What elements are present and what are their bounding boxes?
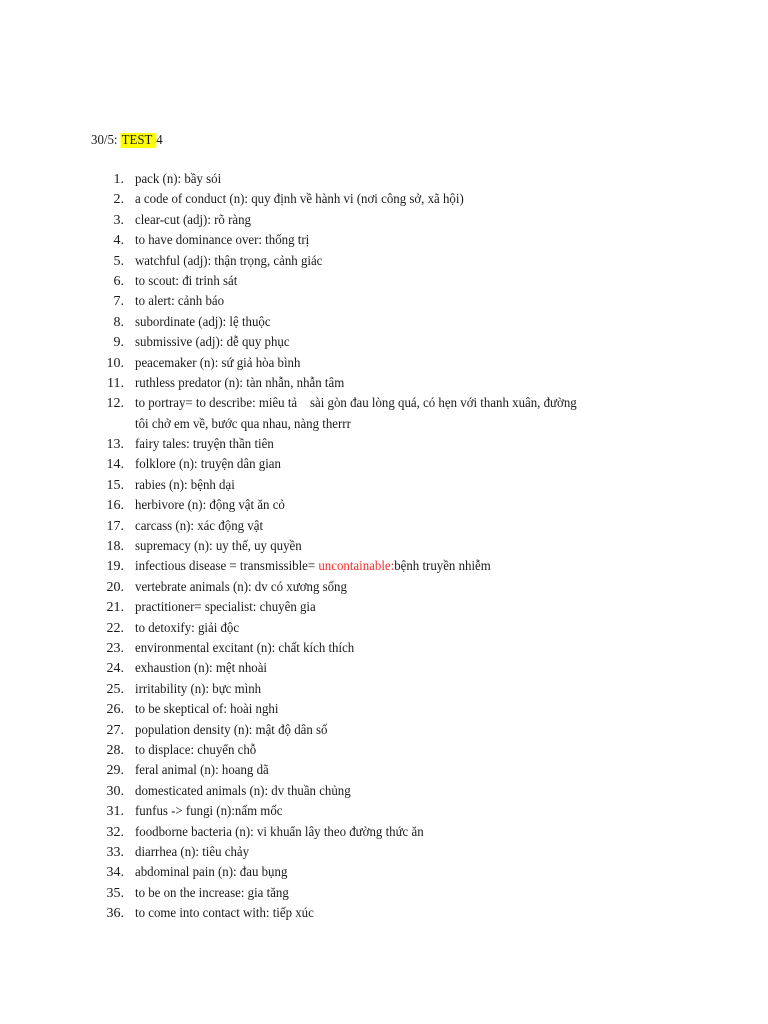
list-item xyxy=(91,884,615,904)
item-text: rabies (n): bệnh dại xyxy=(135,477,235,493)
item-text: to displace: chuyển chỗ xyxy=(135,742,257,758)
item-number: 29. xyxy=(106,763,124,779)
heading-test-label: TEST xyxy=(121,133,156,148)
item-text-block xyxy=(135,394,577,435)
item-number: 20. xyxy=(106,579,124,595)
list-item xyxy=(91,721,615,741)
item-text-block xyxy=(135,496,285,516)
item-text-block xyxy=(135,598,316,618)
item-number: 26. xyxy=(106,702,124,718)
list-item xyxy=(91,680,615,700)
item-text-block xyxy=(135,292,224,312)
item-text: to scout: đi trinh sát xyxy=(135,273,238,289)
list-item xyxy=(91,741,615,761)
list-item xyxy=(91,252,615,272)
item-text-block xyxy=(135,721,327,741)
vocabulary-list xyxy=(91,170,615,924)
item-number: 11. xyxy=(107,375,124,391)
item-number: 8. xyxy=(113,314,124,330)
item-number: 2. xyxy=(113,192,124,208)
item-text-block xyxy=(135,354,300,374)
list-item xyxy=(91,190,615,210)
item-text: feral animal (n): hoang dã xyxy=(135,763,269,779)
item-text-block xyxy=(135,700,278,720)
list-item xyxy=(91,659,615,679)
item-text-block xyxy=(135,659,267,679)
item-number: 16. xyxy=(106,498,124,514)
item-number: 5. xyxy=(113,253,124,269)
list-item xyxy=(91,537,615,557)
item-text: to have dominance over: thống trị xyxy=(135,233,310,249)
item-text-block xyxy=(135,537,302,557)
item-text: a code of conduct (n): quy định về hành vi (nơi công sở, xã hội) xyxy=(135,192,464,208)
list-item xyxy=(91,802,615,822)
item-number: 14. xyxy=(106,457,124,473)
item-number: 9. xyxy=(113,335,124,351)
item-text: exhaustion (n): mệt nhoài xyxy=(135,661,267,677)
item-number: 27. xyxy=(106,722,124,738)
item-text: funfus -> fungi (n):nấm mốc xyxy=(135,804,283,820)
item-text: to detoxify: giải độc xyxy=(135,620,240,636)
list-item xyxy=(91,761,615,781)
item-number: 36. xyxy=(106,906,124,922)
list-item xyxy=(91,496,615,516)
list-item xyxy=(91,863,615,883)
list-item xyxy=(91,639,615,659)
item-text-block xyxy=(135,435,274,455)
item-text-block xyxy=(135,782,351,802)
item-text: practitioner= specialist: chuyên gia xyxy=(135,600,316,616)
item-text-block xyxy=(135,252,322,272)
item-text-block xyxy=(135,863,287,883)
item-text-block xyxy=(135,476,235,496)
item-text: supremacy (n): uy thế, uy quyền xyxy=(135,539,302,555)
list-item xyxy=(91,333,615,353)
item-number: 10. xyxy=(106,355,124,371)
heading-test-number: 4 xyxy=(156,133,163,148)
item-text: peacemaker (n): sứ giả hòa bình xyxy=(135,355,301,371)
list-item xyxy=(91,455,615,475)
item-text: to portray= to describe: miêu tả xyxy=(135,396,298,412)
item-text: population density (n): mật độ dân số xyxy=(135,722,328,738)
test-heading xyxy=(91,131,163,151)
item-number: 7. xyxy=(113,294,124,310)
item-text-block xyxy=(135,211,251,231)
heading-date: 30/5: xyxy=(91,133,121,148)
item-number: 3. xyxy=(113,212,124,228)
list-item xyxy=(91,211,615,231)
item-text: watchful (adj): thận trọng, cảnh giác xyxy=(135,253,323,269)
item-number: 18. xyxy=(106,539,124,555)
item-note-continued: tôi chở em về, bước qua nhau, nàng therrr xyxy=(135,416,351,432)
item-number: 28. xyxy=(106,742,124,758)
item-text: irritability (n): bực mình xyxy=(135,681,262,697)
item-number: 15. xyxy=(106,477,124,493)
item-text-block xyxy=(135,802,282,822)
item-text: environmental excitant (n): chất kích thích xyxy=(135,641,355,656)
list-item xyxy=(91,598,615,618)
item-text: ruthless predator (n): tàn nhẫn, nhẫn tâm xyxy=(135,375,345,391)
item-number: 30. xyxy=(106,783,124,799)
item-number: 32. xyxy=(106,824,124,840)
item-number: 34. xyxy=(106,865,124,881)
item-text: fairy tales: truyện thần tiên xyxy=(135,437,274,453)
item-number: 12. xyxy=(106,396,124,412)
item-number: 24. xyxy=(106,661,124,677)
item-number: 23. xyxy=(106,641,124,656)
item-text-block xyxy=(135,170,221,190)
item-text: to come into contact with: tiếp xúc xyxy=(135,906,314,922)
list-item xyxy=(91,292,615,312)
item-number: 25. xyxy=(106,681,124,697)
list-item xyxy=(91,823,615,843)
list-item xyxy=(91,843,615,863)
item-text-block xyxy=(135,619,239,639)
item-text-block xyxy=(135,333,290,353)
item-text-block xyxy=(135,578,347,598)
item-text: clear-cut (adj): rõ ràng xyxy=(135,212,251,228)
item-text: subordinate (adj): lệ thuộc xyxy=(135,314,271,330)
list-item xyxy=(91,394,615,435)
item-text-block xyxy=(135,190,464,210)
item-text: domesticated animals (n): dv thuần chủng xyxy=(135,783,351,799)
item-text: abdominal pain (n): đau bụng xyxy=(135,865,288,881)
list-item xyxy=(91,354,615,374)
item-number: 31. xyxy=(106,804,124,820)
item-text: to be on the increase: gia tăng xyxy=(135,885,289,901)
list-item xyxy=(91,557,615,577)
list-item xyxy=(91,476,615,496)
item-number: 13. xyxy=(106,437,124,453)
item-text-block xyxy=(135,823,424,843)
item-text-block xyxy=(135,884,289,904)
list-item xyxy=(91,313,615,333)
list-item xyxy=(91,517,615,537)
item-number: 21. xyxy=(106,600,124,616)
item-text: herbivore (n): động vật ăn cỏ xyxy=(135,498,285,514)
item-number: 19. xyxy=(106,559,124,575)
item-number: 6. xyxy=(113,273,124,289)
item-number: 35. xyxy=(106,885,124,901)
item-text: infectious disease = transmissible= xyxy=(135,559,319,575)
item-text-block xyxy=(135,231,309,251)
item-text-block xyxy=(135,639,354,659)
list-item xyxy=(91,782,615,802)
item-number: 4. xyxy=(113,233,124,249)
item-text-tail: bệnh truyền nhiễm xyxy=(394,559,491,575)
list-item xyxy=(91,272,615,292)
item-text-block xyxy=(135,761,269,781)
item-text: pack (n): bầy sói xyxy=(135,172,222,187)
list-item xyxy=(91,435,615,455)
item-text-block xyxy=(135,557,491,577)
list-item xyxy=(91,700,615,720)
item-text-block xyxy=(135,904,314,924)
list-item xyxy=(91,904,615,924)
item-text-block xyxy=(135,455,281,475)
item-text-block xyxy=(135,843,249,863)
item-text-block xyxy=(135,741,256,761)
item-text-block xyxy=(135,517,263,537)
list-item xyxy=(91,578,615,598)
item-text-block xyxy=(135,680,261,700)
item-note: sài gòn đau lòng quá, có hẹn với thanh xuân, đường xyxy=(310,396,577,412)
item-text: submissive (adj): dễ quy phục xyxy=(135,335,290,351)
list-item xyxy=(91,619,615,639)
item-number: 1. xyxy=(113,172,124,187)
item-text: diarrhea (n): tiêu chảy xyxy=(135,844,250,860)
item-text: to be skeptical of: hoài nghi xyxy=(135,702,279,718)
item-text-block xyxy=(135,374,344,394)
list-item xyxy=(91,231,615,251)
item-number: 17. xyxy=(106,518,124,534)
highlighted-term: uncontainable: xyxy=(318,559,395,575)
item-text-block xyxy=(135,313,271,333)
item-number: 33. xyxy=(106,844,124,860)
item-number: 22. xyxy=(106,620,124,636)
item-text: folklore (n): truyện dân gian xyxy=(135,457,281,473)
list-item xyxy=(91,170,615,190)
item-text-block xyxy=(135,272,237,292)
item-text: foodborne bacteria (n): vi khuẩn lây theo đường thức ăn xyxy=(135,824,424,840)
item-text: to alert: cảnh báo xyxy=(135,294,225,310)
item-text: carcass (n): xác động vật xyxy=(135,518,264,534)
list-item xyxy=(91,374,615,394)
item-text: vertebrate animals (n): dv có xương sống xyxy=(135,579,347,595)
